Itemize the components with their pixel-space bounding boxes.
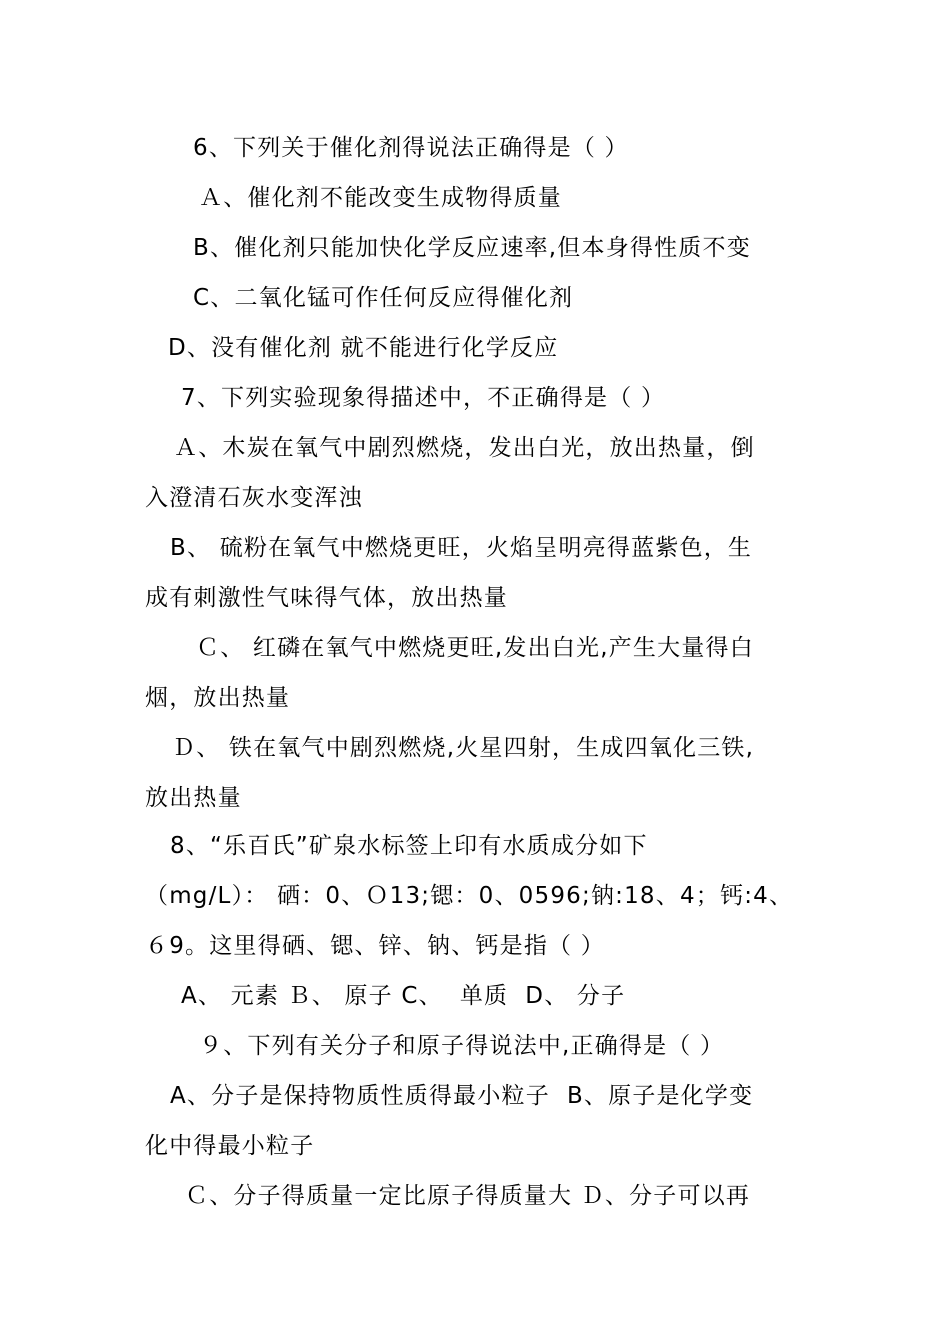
question-8-stem-cont-1: （mg/L）： 硒：0、Ｏ13;锶：0、0596;钠:18、4；钙:4、 [145,883,794,909]
question-9-options-cd: Ｃ、分子得质量一定比原子得质量大 Ｄ、分子可以再 [185,1183,751,1209]
question-8-stem: 8、“乐百氏”矿泉水标签上印有水质成分如下 [170,833,648,859]
question-7-option-b: B、 硫粉在氧气中燃烧更旺，火焰呈明亮得蓝紫色，生 [170,535,753,561]
question-6-option-a: Ａ、催化剂不能改变生成物得质量 [199,185,562,211]
question-8-stem-cont-2: ６9。这里得硒、锶、锌、钠、钙是指（ ） [145,933,605,959]
question-6-option-c: C、二氧化锰可作任何反应得催化剂 [193,285,574,311]
question-7-option-c-cont: 烟，放出热量 [145,685,291,711]
question-6-option-b: B、催化剂只能加快化学反应速率,但本身得性质不变 [193,235,751,261]
question-8-options: A、 元素 Ｂ、 原子 C、 单质 D、 分子 [181,983,626,1009]
question-9-options-ab-cont: 化中得最小粒子 [145,1133,315,1159]
question-7-option-a: Ａ、木炭在氧气中剧烈燃烧，发出白光，放出热量，倒 [174,435,755,461]
question-7-stem: 7、下列实验现象得描述中，不正确得是（ ） [181,385,666,411]
question-7-option-c: Ｃ、 红磷在氧气中燃烧更旺,发出白光,产生大量得白 [196,635,754,661]
question-6-stem: 6、下列关于催化剂得说法正确得是（ ） [193,135,629,161]
question-7-option-d-cont: 放出热量 [145,785,242,811]
question-7-option-d: Ｄ、 铁在氧气中剧烈燃烧,火星四射，生成四氧化三铁, [172,735,755,761]
question-7-option-b-cont: 成有刺激性气味得气体，放出热量 [145,585,508,611]
question-9-options-ab: A、分子是保持物质性质得最小粒子 B、原子是化学变 [170,1083,754,1109]
question-7-option-a-cont: 入澄清石灰水变浑浊 [145,485,363,511]
question-9-stem: ９、下列有关分子和原子得说法中,正确得是（ ） [199,1033,725,1059]
question-6-option-d: D、没有催化剂 就不能进行化学反应 [168,335,559,361]
